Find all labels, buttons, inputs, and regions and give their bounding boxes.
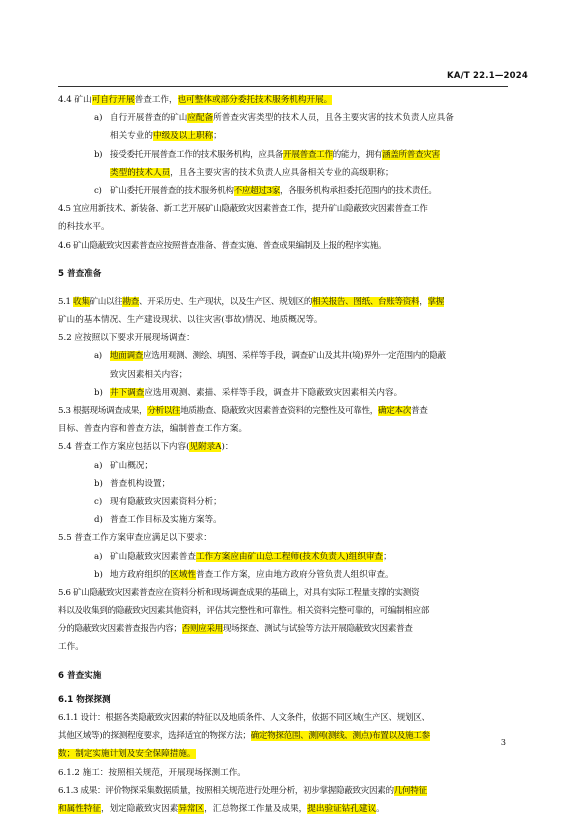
item-text: 应选用观测、测绘、填图、采样等手段，调查矿山及其井(境)界外一定范围内的隐蔽 (142, 351, 446, 362)
item-label: c) (94, 185, 102, 196)
highlight: 收集 (73, 296, 90, 307)
item-a (58, 548, 508, 566)
highlight: 中级及以上职称 (152, 131, 214, 142)
clause-4-4 (58, 91, 508, 109)
item-text: ，且各主要灾害的技术负责人应具备相关专业的高级职称； (170, 167, 394, 178)
item-c (58, 493, 508, 511)
item-label: a) (94, 551, 103, 562)
item-text: 矿山委托开展普查的技术服务机构 (110, 185, 234, 196)
section-6-1-heading: 6.1 物探探测 (58, 694, 111, 705)
item-text: 接受委托开展普查工作的技术服务机构，应具备 (110, 149, 284, 160)
clause-text: ，划定隐蔽致灾因素 (100, 803, 179, 814)
highlight: 相关报告、图纸、台账等资料 (312, 296, 420, 307)
item-text: 普查机构设置； (110, 478, 171, 489)
highlight: 数；制定实施计划及安全保障措施。 (58, 749, 196, 760)
highlight: 提出验证钻孔建议 (307, 803, 377, 814)
appendix-a-link[interactable]: 见附录A (189, 442, 222, 453)
item-a (58, 457, 508, 475)
item-d (58, 511, 508, 529)
item-label: b) (94, 387, 103, 398)
clause-text: 5.3 根据现场调查成果， (58, 406, 148, 416)
item-text: 普查工作目标及实施方案等。 (110, 515, 222, 526)
clause-5-6-cont: 料以及收集到的隐蔽致灾因素其他资料，评估其完整性和可靠性。相关资料完整可靠的，可编制相应部 (58, 606, 429, 617)
highlight: 类型的技术人员 (110, 167, 171, 178)
page-number: 3 (500, 738, 506, 747)
item-b (58, 475, 508, 493)
clause-text: 4.4 (58, 95, 75, 105)
item-text: 现有隐蔽致灾因素资料分析； (110, 496, 222, 507)
clause-6-1-3 (58, 782, 508, 800)
highlight: 可自行开展 (91, 95, 135, 105)
clause-5-6-cont: 工作。 (58, 642, 84, 653)
clause-text: 。 (376, 803, 385, 814)
highlight: 应配备 (187, 113, 214, 124)
item-text: 地方政府组织的 (110, 569, 171, 580)
item-text: ； (213, 131, 222, 142)
highlight: 地面调查 (110, 351, 143, 362)
clause-4-5-cont: 的科技水平。 (58, 222, 110, 233)
clause-6-1-3-cont (58, 800, 508, 818)
item-b (58, 146, 508, 164)
spacer (58, 283, 508, 293)
item-text: 所普查灾害类型的技术人员，且各主要灾害的技术负责人应具备 (213, 113, 454, 124)
clause-5-6-cont (58, 620, 508, 638)
item-label: a) (94, 113, 103, 124)
clause-text: 矿山以往 (89, 296, 123, 307)
item-a-cont: 致灾因素相关内容； (110, 369, 188, 380)
clause-5-5: 5.5 普查工作方案审查应满足以下要求： (58, 533, 212, 544)
clause-text: 现场探查、测试与试验等方法开展隐蔽致灾因素普查 (222, 624, 413, 635)
item-label: c) (94, 496, 103, 507)
item-text: 的能力，拥有 (332, 149, 383, 160)
clause-5-1-cont: 矿山的基本情况、生产建设现状、以往灾害(事故)情况、地质概况等。 (58, 315, 323, 326)
section-6-heading: 6 普查实施 (58, 670, 102, 681)
item-text: 自行开展普查的矿山 (110, 113, 188, 124)
highlight: 几何特征 (393, 785, 427, 796)
item-text: 矿山概况； (110, 460, 153, 471)
item-text: 应选用观测、素描、采样等手段，调查井下隐蔽致灾因素相关内容。 (144, 387, 403, 398)
clause-6-1-2: 6.1.2 施工：按照相关规范，开展现场探测工作。 (58, 767, 246, 778)
section-5-heading: 5 普查准备 (58, 268, 102, 279)
item-text: ； (383, 551, 392, 562)
spacer (58, 657, 508, 667)
item-text: ，各服务机构承担委托范围内的技术责任。 (280, 185, 437, 196)
highlight: 和属性特征 (58, 803, 101, 814)
item-label: b) (94, 478, 103, 489)
standard-code-header: KA/T 22.1—2024 (447, 71, 528, 81)
item-label: a) (94, 460, 103, 471)
highlight: 分析以往 (147, 406, 181, 416)
document-body (58, 91, 508, 818)
clause-5-3-cont: 目标、普查内容和普查方法，编制普查工作方案。 (58, 424, 248, 435)
clause-5-4 (58, 438, 508, 456)
item-text: 矿山隐蔽致灾因素普查 (110, 551, 196, 562)
clause-text: 普查工作， (134, 95, 178, 105)
clause-5-3 (58, 402, 508, 420)
item-b (58, 566, 508, 584)
clause-6-1-1-cont (58, 745, 508, 763)
item-a (58, 109, 508, 127)
clause-text: 5.4 普查工作方案应包括以下内容( (58, 442, 190, 453)
clause-text: 普查 (411, 406, 428, 416)
clause-text: )： (221, 442, 234, 453)
item-b-cont (58, 164, 508, 182)
highlight: 井下调查 (110, 387, 145, 398)
clause-5-2: 5.2 应按照以下要求开展现场调查： (58, 333, 195, 344)
highlight: 工作方案应由矿山总工程师(技术负责人)组织审查 (195, 551, 384, 562)
item-label: a) (94, 351, 102, 362)
clause-text: ， (419, 296, 428, 307)
clause-4-5: 4.5 宜应用新技术、新装备、新工艺开展矿山隐蔽致灾因素普查工作，提升矿山隐蔽致灾因素普查工作 (58, 204, 428, 215)
highlight: 开展普查工作 (283, 149, 333, 160)
highlight: 区域性 (170, 569, 196, 580)
item-a (58, 347, 508, 365)
item-a-cont (58, 127, 508, 145)
clause-text: 其他区域等)的探测程度要求，选择适宜的物探方法； (58, 731, 251, 742)
clause-text: 矿山 (74, 95, 92, 105)
item-label: d) (94, 515, 103, 526)
highlight: 异常区 (178, 803, 205, 814)
item-label: b) (94, 149, 103, 160)
spacer (58, 255, 508, 265)
clause-5-1 (58, 293, 508, 311)
highlight: 确定本次 (378, 406, 412, 416)
item-c (58, 182, 508, 200)
clause-text: 6.1.3 成果：评价物探采集数据质量，按照相关规范进行处理分析，初步掌握隐蔽致灾因素的 (58, 785, 394, 796)
clause-4-6: 4.6 矿山隐蔽致灾因素普查应按照普查准备、普查实施、普查成果编制及上报的程序实施。 (58, 240, 387, 251)
highlight: 不应超过3家 (233, 185, 281, 196)
highlight: 否则应采用 (181, 624, 223, 635)
clause-5-6: 5.6 矿山隐蔽致灾因素普查应在资料分析和现场调查成果的基础上，对具有实际工程量支撑的实测资 (58, 587, 420, 598)
item-text: 相关专业的 (110, 131, 153, 142)
clause-text: ，汇总物探工作量及成果， (204, 803, 308, 814)
header-rule (58, 86, 508, 87)
highlight: 勘查 (122, 296, 139, 307)
clause-text: 地质勘查、隐蔽致灾因素普查资料的完整性及可靠性， (180, 406, 379, 416)
item-text: 普查工作方案，应由地方政府分管负责人组织审查。 (195, 569, 394, 580)
highlight: 确定物探范围、测网(测线、测点)布置以及施工参 (250, 731, 430, 742)
highlight: 涵盖所普查灾害 (382, 149, 440, 160)
clause-6-1-1-cont (58, 727, 508, 745)
clause-text: 、开采历史、生产现状，以及生产区、规划区的 (138, 296, 313, 307)
item-label: b) (94, 569, 103, 580)
highlight: 掌握 (427, 296, 445, 307)
clause-text: 分的隐蔽致灾因素普查报告内容； (58, 624, 182, 635)
highlight: 也可整体或部分委托技术服务机构开展。 (177, 95, 333, 105)
clause-text: 5.1 (58, 296, 73, 307)
clause-6-1-1: 6.1.1 设计：根据各类隐蔽致灾因素的特征以及地质条件、人文条件，依据不同区域(生产区、规划区、 (58, 713, 430, 723)
item-b (58, 384, 508, 402)
